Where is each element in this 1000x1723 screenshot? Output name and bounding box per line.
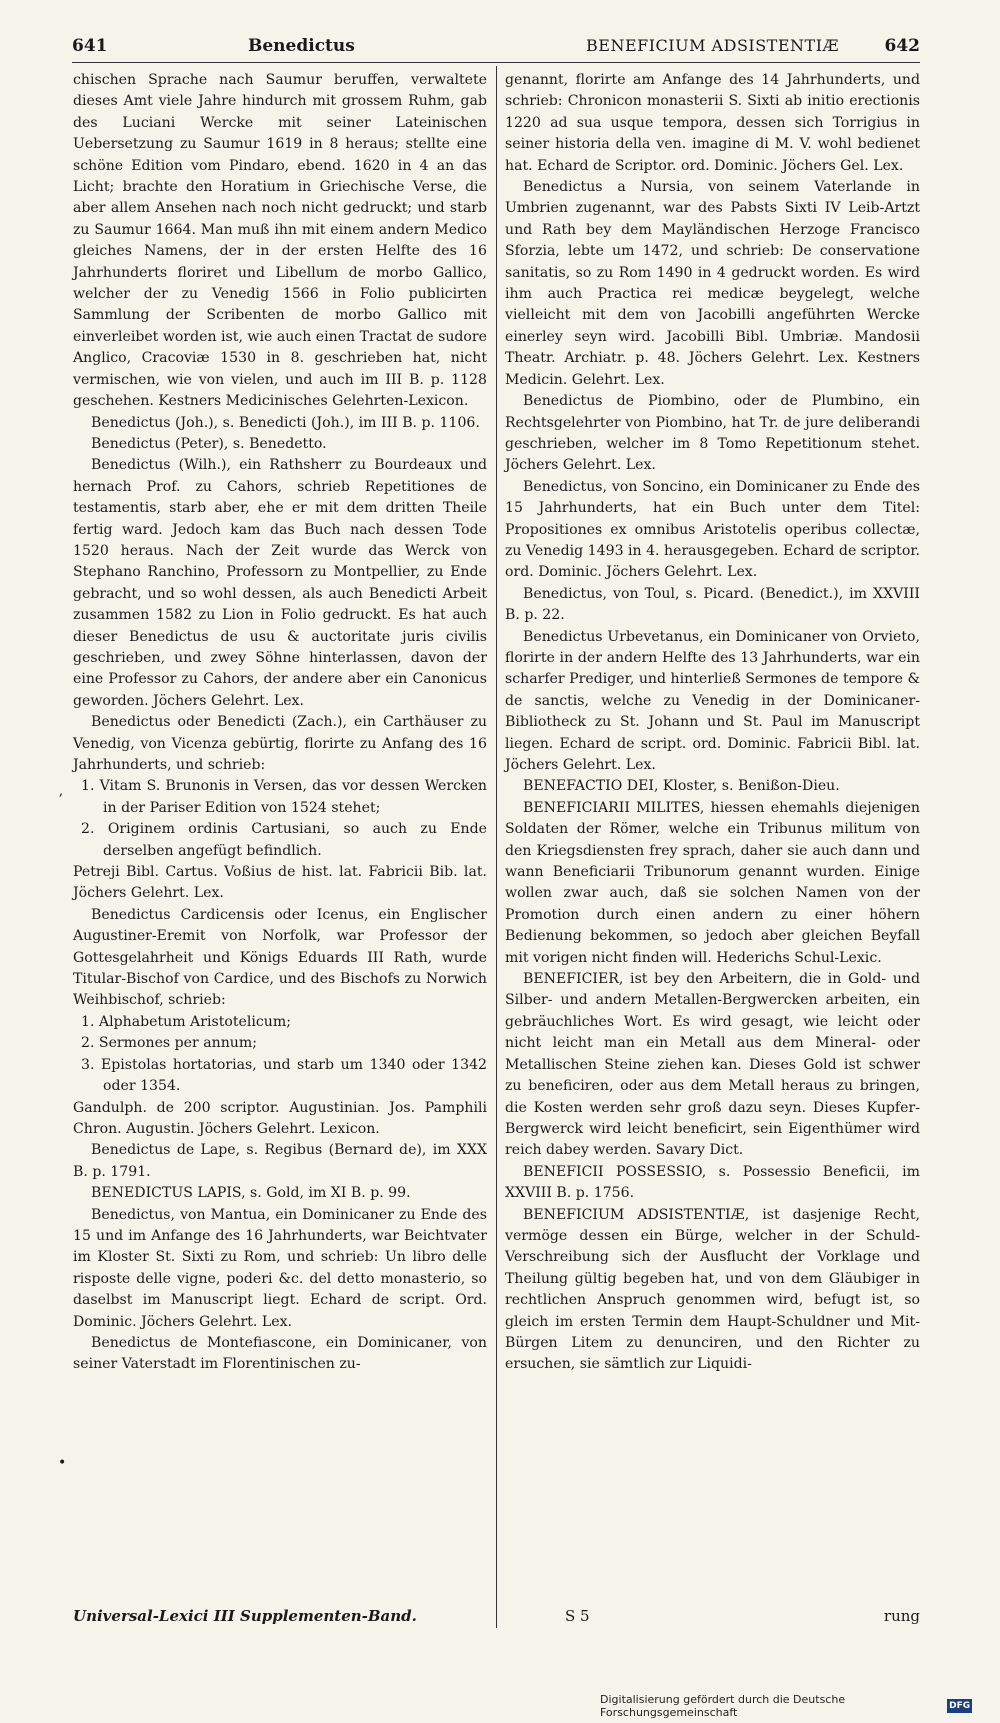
- dfg-logo: DFG: [949, 1701, 971, 1711]
- entry: BENEFICIUM ADSISTENTIÆ, ist dasjenige Recht, vermöge dessen ein Bürge, welcher in der Schuld-Verschreibung sich der Ausflucht der Vorklage und Theilung gültig begeben hat, und von dem Gläubiger in rechtlichen Anspruch genommen wird, befugt ist, so gleich im ersten Termin dem Haupt-Schuldner und Mit-Bürgen Litem zu denunciren, und den Richter zu ersuchen, sie sämtlich zur Liquidi-: [505, 1206, 920, 1373]
- signature-line: [505, 1607, 920, 1631]
- entry: Benedictus, von Soncino, ein Dominicaner zu Ende des 15 Jahrhunderts, hat ein Buch unter dem Titel: Propositiones ex omnibus Aristotelis operibus collectæ, zu Venedig 1493 in 4. herausgegeben. Echard de scriptor. ord. Dominic. Jöchers Gelehrt. Lex.: [505, 478, 920, 581]
- entry: BENEDICTUS LAPIS, s. Gold, im XI B. p. 99.: [91, 1185, 411, 1202]
- entry: BENEFICIER, ist bey den Arbeitern, die in Gold- und Silber- und andern Metallen-Bergwercken arbeiten, ein gebräuchliches Wort. Es wird gesagt, wie leicht oder nicht leicht man ein Metall aus dem Mineral- oder Metallischen Steine ziehen kan. Dieses Gold ist schwer zu beneficiren, oder aus dem Metall heraus zu bringen, die Kosten werden sehr groß dazu seyn. Dieses Kupfer-Bergwerck wird leicht beneficirt, sein Eigenthümer wird reich dabey werden. Savary Dict.: [505, 971, 920, 1159]
- list-item: 1. Alphabetum Aristotelicum;: [81, 1013, 291, 1030]
- left-column: [73, 70, 487, 1376]
- entry: Benedictus (Joh.), s. Benedicti (Joh.), im III B. p. 1106.: [91, 414, 480, 431]
- entry: BENEFICII POSSESSIO, s. Possessio Beneficii, im XXVIII B. p. 1756.: [505, 1163, 920, 1202]
- headword-left: Benedictus: [248, 36, 355, 56]
- entry-source: Gandulph. de 200 scriptor. Augustinian. Jos. Pamphili Chron. Augustin. Jöchers Gelehrt. Lexicon.: [73, 1099, 487, 1137]
- entry: Benedictus de Montefiascone, ein Dominicaner, von seiner Vaterstadt im Florentinischen zu-: [73, 1334, 487, 1373]
- entry: BENEFACTIO DEI, Kloster, s. Benißon-Dieu.: [523, 778, 840, 795]
- margin-tick-mark: ʼ: [58, 792, 63, 808]
- page-number-right: 642: [884, 36, 920, 56]
- margin-dot-mark: •: [58, 1455, 67, 1471]
- entry: Benedictus a Nursia, von seinem Vaterlande in Umbrien zugenannt, war des Pabsts Sixti IV Leib-Artzt und Rath bey dem Mayländischen Herzoge Francisco Sforzia, lebte um 1472, und schrieb: De conservatione sanitatis, so zu Rom 1490 in 4 gedruckt worden. Es wird ihm auch Practica rei medicæ beygelegt, welche vielleicht mit dem von Jacobilli angeführten Wercke einerley seyn wird. Jacobilli Bibl. Umbriæ. Mandosii Theatr. Archiatr. p. 48. Jöchers Gelehrt. Lex. Kestners Medicin. Gelehrt. Lex.: [505, 179, 920, 388]
- list-item: 2. Originem ordinis Cartusiani, so auch zu Ende derselben angefügt befindlich.: [81, 821, 487, 859]
- digitization-credit: [600, 1693, 972, 1719]
- entry: Benedictus, von Toul, s. Picard. (Benedict.), im XXVIII B. p. 22.: [505, 585, 920, 624]
- signature-mark: S 5: [565, 1607, 590, 1625]
- entry: Benedictus Urbevetanus, ein Dominicaner von Orvieto, florirte in der andern Helfte des 13 Jahrhunderts, war ein scharfer Prediger, und hinterließ Sermones de tempore & de sanctis, welche zu Venedig in der Dominicaner-Bibliotheck zu St. Johann und St. Paul im Manuscript liegen. Echard de script. ord. Dominic. Fabricii Bibl. lat. Jöchers Gelehrt. Lex.: [505, 628, 920, 773]
- entry: Benedictus de Lape, s. Regibus (Bernard de), im XXX B. p. 1791.: [73, 1142, 487, 1180]
- running-header: [72, 36, 920, 60]
- entry: Benedictus, von Mantua, ein Dominicaner zu Ende des 15 und im Anfange des 16 Jahrhunderts, war Beichtvater im Kloster St. Sixti zu Rom, und schrieb: Un libro delle risposte delle vigne, poderi &c. del detto monasterio, so daselbst im Manuscript liegt. Echard de script. Ord. Dominic. Jöchers Gelehrt. Lex.: [73, 1206, 487, 1330]
- list-item: 1. Vitam S. Brunonis in Versen, das vor dessen Wercken in der Pariser Edition von 1524 stehet;: [81, 778, 487, 816]
- entry: BENEFICIARII MILITES, hiessen ehemahls diejenigen Soldaten der Römer, welche ein Tribunus militum von den Kriegsdiensten frey sprach, daher sie auch dann und wann Beneficiarii Tribunorum genannt wurden. Einige wollen zwar auch, daß sie solchen Namen von der Promotion durch einen andern zu einer höhern Bedienung bekommen, so jedoch aber gleichen Beyfall mit vorigen nicht finden will. Hederichs Schul-Lexic.: [505, 799, 920, 966]
- header-rule: [72, 62, 920, 63]
- entry: Benedictus oder Benedicti (Zach.), ein Carthäuser zu Venedig, von Vicenza gebürtig, florirte zu Anfang des 16 Jahrhunderts, und schrieb:: [73, 714, 487, 773]
- entry: Benedictus de Piombino, oder de Plumbino, ein Rechtsgelehrter von Piombino, hat Tr. de jure deliberandi geschrieben, welcher im 8 Tomo Repetitionum stehet. Jöchers Gelehrt. Lex.: [505, 393, 920, 474]
- entry-continued: chischen Sprache nach Saumur beruffen, verwaltete dieses Amt viele Jahre hindurch mit grossem Ruhm, gab des Luciani Wercke mit seiner Lateinischen Uebersetzung zu Saumur 1619 in 8 heraus; stellte eine schöne Edition vom Pindaro, ebend. 1620 in 4 an das Licht; brachte den Horatium in Griechische Verse, die aber allem Ansehen nach noch nicht gedruckt; und starb zu Saumur 1664. Man muß ihn mit einem andern Medico gleiches Namens, der in der ersten Helfte des 16 Jahrhunderts floriret und Libellum de morbo Gallico, welcher der zu Venedig 1566 in Folio publicirten Sammlung der Scribenten de morbo Gallico mit einverleibet worden ist, wie auch einen Tractat de sudore Anglico, Cracoviæ 1530 in 8. geschrieben hat, nicht vermischen, wie von vielen, und auch im III B. p. 1128 geschehen. Kestners Medicinisches Gelehrten-Lexicon.: [73, 72, 487, 410]
- list-item: 3. Epistolas hortatorias, und starb um 1340 oder 1342 oder 1354.: [81, 1056, 487, 1095]
- credit-text: Digitalisierung gefördert durch die Deutsche Forschungsgemeinschaft: [600, 1693, 846, 1719]
- entry-source: Petreji Bibl. Cartus. Voßius de hist. lat. Fabricii Bib. lat. Jöchers Gelehrt. Lex.: [73, 864, 487, 902]
- right-column: [505, 70, 920, 1376]
- list-item: 2. Sermones per annum;: [81, 1035, 257, 1052]
- column-divider: [496, 66, 497, 1628]
- volume-signature: Universal-Lexici III Supplementen-Band.: [73, 1607, 417, 1625]
- catchword: rung: [883, 1607, 920, 1625]
- entry: Benedictus (Wilh.), ein Rathsherr zu Bourdeaux und hernach Prof. zu Cahors, schrieb Repetitiones de testamentis, starb aber, ehe er mit dem dritten Theile fertig ward. Jedoch kam das Buch nach dessen Tode 1520 heraus. Nach der Zeit wurde das Werck von Stephano Ranchino, Professorn zu Montpellier, zu Ende gebracht, und so wohl dessen, als auch Benedicti Arbeit zusammen 1582 zu Lion in Folio gedruckt. Es hat auch dieser Benedictus de usu & auctoritate juris civilis geschrieben, und zwey Söhne hinterlassen, davon der eine Professor zu Cahors, der andere aber ein Canonicus geworden. Jöchers Gelehrt. Lex.: [73, 457, 487, 709]
- page-number-left: 641: [72, 36, 108, 56]
- entry-continued: genannt, florirte am Anfange des 14 Jahrhunderts, und schrieb: Chronicon monasterii S. Sixti ab initio erectionis 1220 ad sua usque tempora, dessen sich Torrigius in seiner historia della ven. imagine di M. V. wohl bedienet hat. Echard de Scriptor. ord. Dominic. Jöchers Gel. Lex.: [505, 72, 920, 174]
- entry: Benedictus (Peter), s. Benedetto.: [91, 435, 327, 452]
- headword-right: BENEFICIUM ADSISTENTIÆ: [586, 36, 840, 55]
- entry: Benedictus Cardicensis oder Icenus, ein Englischer Augustiner-Eremit von Norfolk, war Professor der Gottesgelahrheit und Königs Eduards III Rath, wurde Titular-Bischof von Cardice, und des Bischofs zu Norwich Weihbischof, schrieb:: [73, 906, 487, 1009]
